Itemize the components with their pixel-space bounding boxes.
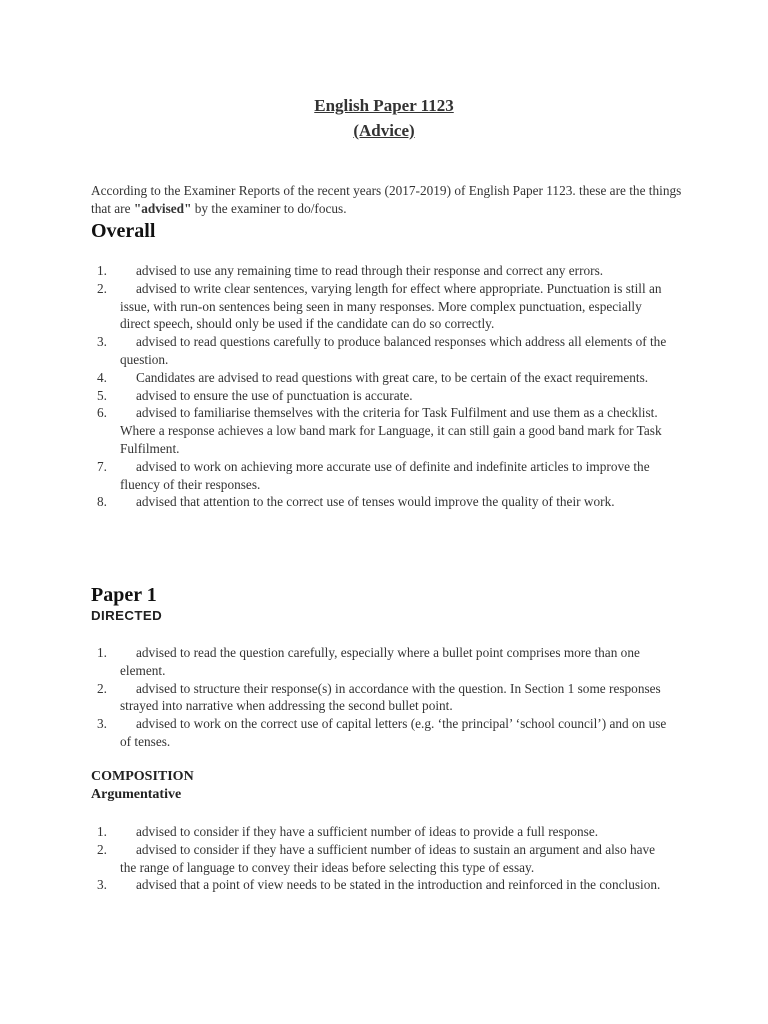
list-item — [91, 262, 671, 280]
overall-heading: Overall — [91, 220, 156, 242]
list-item — [91, 823, 671, 841]
list-item-number: 7. — [97, 458, 107, 474]
list-item — [91, 404, 671, 457]
list-item-text: advised to read the question carefully, especially where a bullet point comprises more than one element. — [120, 645, 640, 678]
list-item — [91, 458, 671, 494]
list-item-text: advised that a point of view needs to be stated in the introduction and reinforced in the conclusion. — [136, 877, 661, 893]
list-item-text: Candidates are advised to read questions with great care, to be certain of the exact requirements. — [136, 369, 649, 385]
list-item-text: advised to work on achieving more accurate use of definite and indefinite articles to improve the fluency of their responses. — [120, 458, 650, 492]
argumentative-heading: Argumentative — [91, 787, 182, 802]
list-item-text: advised to ensure the use of punctuation is accurate. — [136, 387, 413, 403]
list-item-number: 3. — [97, 334, 107, 350]
list-item-number: 3. — [97, 716, 107, 732]
document-title: English Paper 1123 — [314, 96, 454, 115]
list-item-number: 5. — [97, 387, 107, 403]
list-item-number: 1. — [97, 645, 107, 660]
list-item-text: advised to structure their response(s) in accordance with the question. In Section 1 some responses strayed into narrative when addressing the second bullet point. — [120, 680, 661, 714]
composition-heading: COMPOSITION — [91, 769, 194, 784]
list-item-text: advised to work on the correct use of capital letters (e.g. ‘the principal’ ‘school council’) and on use of tenses. — [120, 716, 667, 749]
list-item-text: advised to use any remaining time to read through their response and correct any errors. — [136, 263, 604, 278]
intro-text-after: by the examiner to do/focus. — [191, 201, 347, 216]
list-item-number: 8. — [97, 494, 107, 510]
list-item-number: 2. — [97, 841, 107, 857]
document-subtitle: (Advice) — [353, 121, 415, 140]
directed-heading: DIRECTED — [91, 608, 163, 623]
list-item-number: 2. — [97, 680, 107, 696]
list-item-text: advised to read questions carefully to produce balanced responses which address all elements of the question. — [120, 334, 667, 367]
list-item — [91, 387, 671, 405]
list-item — [91, 280, 671, 333]
list-item-number: 1. — [97, 263, 107, 278]
paper1-heading: Paper 1 — [91, 584, 157, 606]
list-item-text: advised that attention to the correct use of tenses would improve the quality of their work. — [136, 494, 615, 510]
list-item-text: advised to consider if they have a sufficient number of ideas to sustain an argument and also have the range of language to convey their ideas before selecting this type of essay. — [120, 841, 656, 875]
list-item — [91, 333, 671, 369]
intro-text-bold: "advised" — [133, 201, 192, 216]
list-item-number: 3. — [97, 877, 107, 893]
list-item — [91, 644, 671, 680]
list-item-number: 1. — [97, 824, 107, 839]
intro-text-before: According to the Examiner Reports of the recent years (2017-2019) of English Paper 1123. these are the things that are — [91, 183, 682, 216]
list-item-text: advised to familiarise themselves with the criteria for Task Fulfilment and use them as a checklist. Where a response achieves a low band mark for Language, it can still gain a good band mark for Task Fulfilment. — [120, 405, 662, 456]
list-item — [91, 715, 671, 751]
overall-list — [91, 262, 671, 511]
list-item — [91, 841, 671, 877]
directed-list — [91, 644, 671, 751]
list-item — [91, 876, 671, 894]
list-item-number: 4. — [97, 369, 107, 385]
list-item-number: 6. — [97, 405, 107, 421]
list-item-text: advised to consider if they have a sufficient number of ideas to provide a full response. — [136, 824, 599, 839]
list-item — [91, 369, 671, 387]
list-item-text: advised to write clear sentences, varying length for effect where appropriate. Punctuation is still an issue, with run-on sentences being seen in many responses. More complex punctuation, especially direct speech, should only be used if the candidate can do so correctly. — [120, 280, 662, 332]
list-item — [91, 493, 671, 511]
intro-paragraph — [91, 182, 691, 218]
list-item — [91, 680, 671, 716]
list-item-number: 2. — [97, 280, 107, 296]
argumentative-list — [91, 823, 671, 894]
